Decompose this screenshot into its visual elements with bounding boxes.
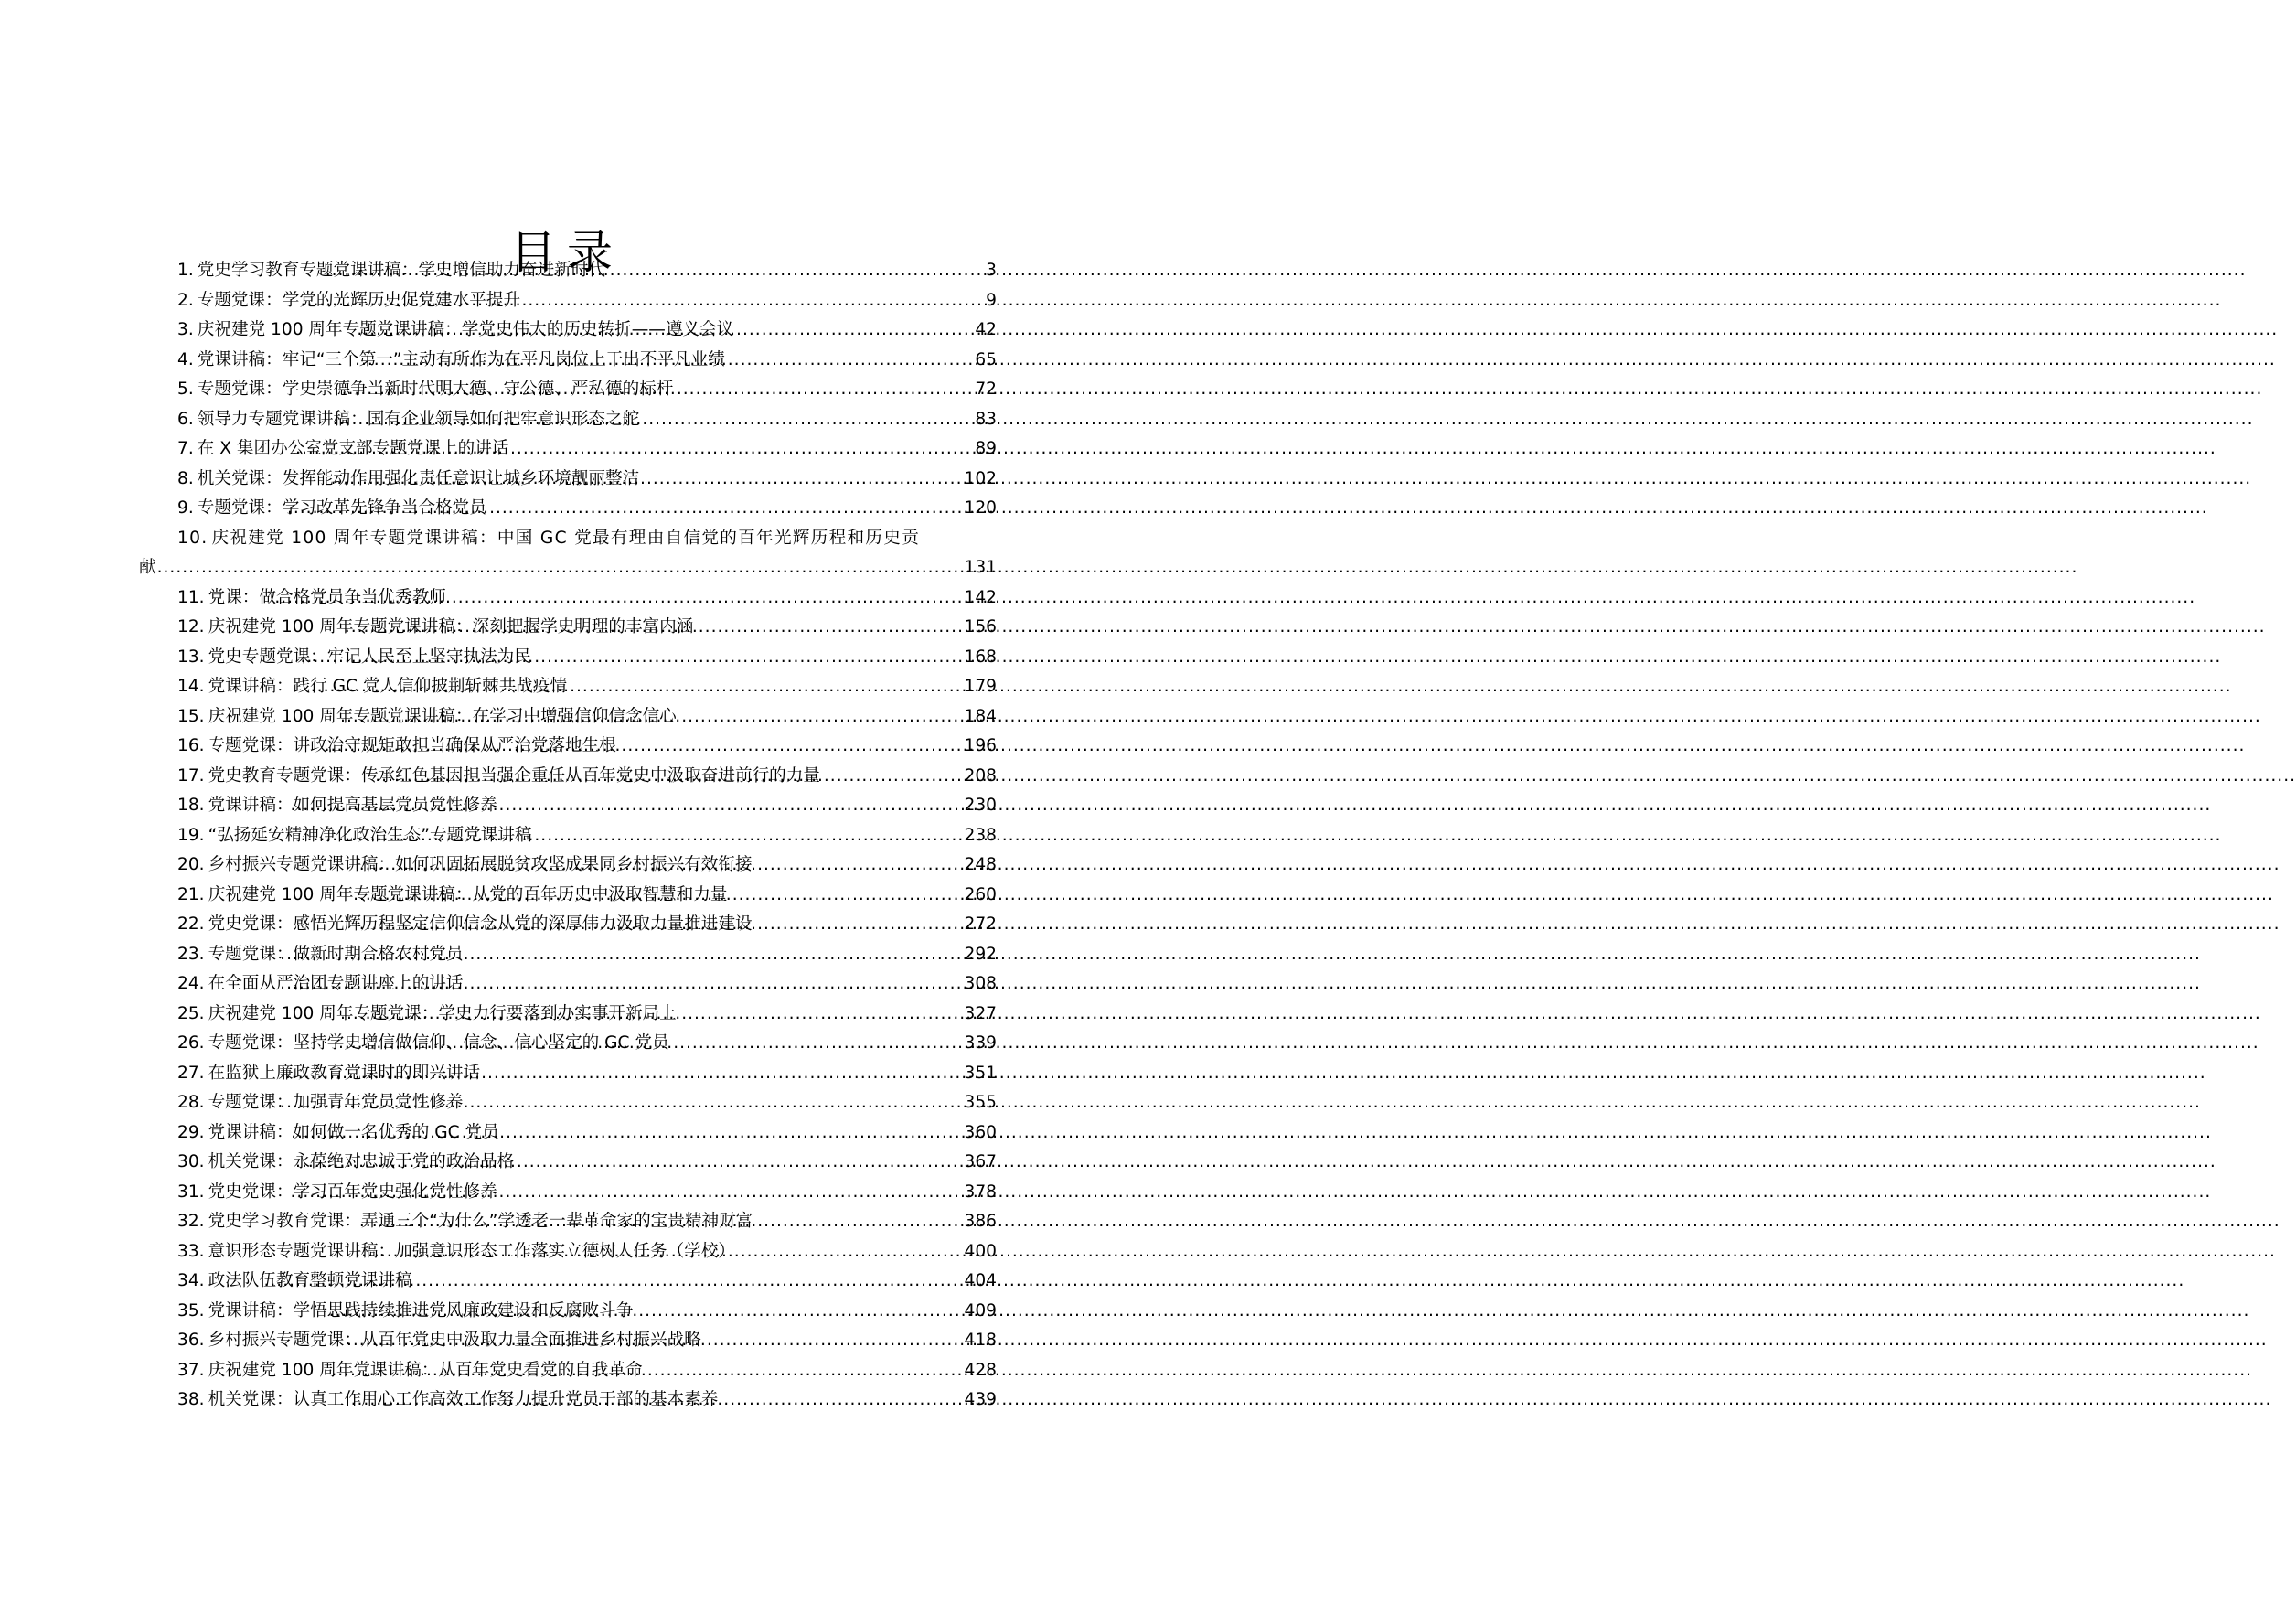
- toc-entry[interactable]: [139, 762, 997, 792]
- toc-entry-number: 11.: [177, 587, 205, 607]
- toc-entry-title: 庆祝建党 100 周年专题党课讲稿：学党史伟大的历史转折——遵义会议: [197, 320, 734, 339]
- toc-entry-title: “弘扬延安精神净化政治生态”专题党课讲稿: [208, 825, 532, 845]
- dot-leader: [353, 881, 963, 911]
- toc-entry[interactable]: [139, 643, 997, 673]
- toc-entry-number: 29.: [177, 1122, 205, 1142]
- dot-leader: [280, 969, 963, 1000]
- toc-entry-title: 党课讲稿：牢记“三个第一”主动有所作为在平凡岗位上干出不平凡业绩: [197, 349, 725, 369]
- dot-leader: [340, 702, 963, 732]
- toc-entry[interactable]: [139, 1267, 997, 1297]
- toc-entry-title: 庆祝建党 100 周年专题党课讲稿：深刻把握学史明理的丰富内涵: [208, 617, 694, 636]
- toc-entry-page: 196: [964, 736, 997, 755]
- toc-entry-title: 庆祝建党 100 周年专题党课讲稿：在学习中增强信仰信念信心: [208, 706, 677, 726]
- dot-leader: [351, 1385, 964, 1416]
- toc-entry-page: 65: [975, 349, 997, 369]
- toc-entry[interactable]: [139, 256, 997, 286]
- dot-leader: [263, 1267, 963, 1297]
- toc-entry-number: 14.: [177, 677, 205, 696]
- table-of-contents: [139, 256, 997, 1416]
- toc-entry[interactable]: [139, 732, 997, 762]
- toc-entry-page: 131: [964, 558, 997, 577]
- toc-entry-number: 38.: [177, 1390, 205, 1409]
- toc-entry-title: 党课讲稿：学悟思践持续推进党风廉政建设和反腐败斗争: [208, 1300, 634, 1321]
- toc-entry-number: 6.: [177, 409, 194, 429]
- toc-entry[interactable]: [139, 1118, 997, 1149]
- dot-leader: [311, 672, 964, 702]
- dot-leader: [301, 821, 964, 851]
- toc-entry[interactable]: [139, 315, 997, 346]
- toc-entry-title-continued: 献: [139, 558, 156, 577]
- toc-entry-page: 72: [975, 380, 997, 399]
- toc-entry-page: 179: [964, 677, 997, 696]
- toc-entry-number: 4.: [177, 349, 194, 369]
- toc-entry-page: 418: [964, 1331, 997, 1350]
- toc-entry-title: 庆祝建党 100 周年专题党课讲稿：中国 GC 党最有理由自信党的百年光辉历程和历史贡: [211, 528, 921, 548]
- toc-entry-number: 24.: [177, 974, 205, 993]
- toc-entry-title: 专题党课：做新时期合格农村党员: [208, 944, 464, 964]
- dot-leader: [291, 1178, 964, 1208]
- toc-entry-title: 庆祝建党 100 周年党课讲稿：从百年党史看党的自我革命: [208, 1360, 643, 1380]
- toc-entry-title: 专题党课：讲政治守规矩敢担当确保从严治党落地生根: [208, 736, 616, 755]
- toc-entry-title: 专题党课：学习改革先锋争当合格党员: [197, 498, 486, 518]
- toc-entry-page: 308: [964, 974, 997, 993]
- dot-leader: [301, 643, 964, 673]
- dot-leader: [301, 286, 986, 316]
- toc-entry-number: 34.: [177, 1271, 205, 1290]
- toc-entry-title: 领导力专题党课讲稿：国有企业领导如何把牢意识形态之舵: [197, 409, 640, 429]
- toc-entry-number: 16.: [177, 736, 205, 755]
- toc-entry-number: 36.: [177, 1331, 205, 1350]
- toc-entry[interactable]: [139, 613, 997, 643]
- toc-entry[interactable]: [139, 1385, 997, 1416]
- dot-leader: [357, 315, 974, 346]
- toc-entry-page: 238: [964, 825, 997, 845]
- toc-entry-title: 党史党课：学习百年党史强化党性修养: [208, 1182, 497, 1202]
- toc-entry[interactable]: [139, 1326, 997, 1356]
- toc-entry-page: 386: [964, 1212, 997, 1231]
- toc-entry-page: 142: [964, 587, 997, 607]
- dot-leader: [291, 791, 964, 821]
- toc-entry-page: 260: [964, 884, 997, 904]
- toc-entry-title: 专题党课：学史崇德争当新时代明大德、守公德、严私德的标杆: [197, 380, 674, 399]
- toc-entry[interactable]: [139, 375, 997, 405]
- toc-entry[interactable]: [139, 1297, 997, 1327]
- toc-entry-number: 8.: [177, 468, 194, 488]
- toc-entry[interactable]: [139, 1059, 997, 1089]
- dot-leader: [280, 940, 963, 970]
- toc-entry-number: 7.: [177, 439, 194, 458]
- toc-entry[interactable]: [139, 524, 997, 583]
- toc-entry-number: 13.: [177, 647, 205, 667]
- dot-leader: [157, 553, 964, 583]
- toc-entry[interactable]: [139, 969, 997, 1000]
- toc-entry-page: 400: [964, 1241, 997, 1261]
- dot-leader: [295, 1148, 963, 1178]
- dot-leader: [342, 375, 975, 405]
- toc-entry[interactable]: [139, 346, 997, 376]
- toc-entry-title: 庆祝建党 100 周年专题党课：学史力行要落到办实事开新局上: [208, 1003, 677, 1023]
- toc-entry-title: 在 X 集团办公室党支部专题党课上的讲话: [197, 439, 509, 458]
- toc-entry-title: 乡村振兴专题党课：从百年党史中汲取力量全面推进乡村振兴战略: [208, 1331, 701, 1350]
- toc-entry-number: 12.: [177, 617, 205, 636]
- toc-entry-page: 230: [964, 796, 997, 815]
- toc-entry-number: 18.: [177, 796, 205, 815]
- toc-entry-number: 2.: [177, 290, 194, 310]
- dot-leader: [359, 1207, 964, 1237]
- toc-entry-number: 19.: [177, 825, 205, 845]
- toc-entry-title: 党课讲稿：如何提高基层党员党性修养: [208, 796, 497, 815]
- toc-entry[interactable]: [139, 672, 997, 702]
- toc-entry-title: 党课讲稿：践行 GC 党人信仰披荆斩棘共战疫情: [208, 677, 568, 696]
- toc-entry[interactable]: [139, 850, 997, 881]
- toc-entry-page: 184: [964, 706, 997, 726]
- toc-entry[interactable]: [139, 494, 997, 524]
- toc-entry-page: 89: [975, 439, 997, 458]
- toc-entry-number: 15.: [177, 706, 205, 726]
- toc-entry-page: 409: [964, 1300, 997, 1321]
- toc-entry-page: 351: [964, 1063, 997, 1083]
- toc-entry[interactable]: [139, 1178, 997, 1208]
- toc-entry-number: 17.: [177, 765, 205, 786]
- toc-entry-title: 党史学习教育党课：弄通三个“为什么”学透老一辈革命家的宝贵精神财富: [208, 1212, 753, 1231]
- toc-entry-title: 机关党课：永葆绝对忠诚于党的政治品格: [208, 1152, 515, 1171]
- toc-entry-number: 10.: [177, 528, 208, 548]
- toc-entry[interactable]: [139, 286, 997, 316]
- toc-entry-number: 26.: [177, 1033, 205, 1053]
- toc-entry[interactable]: [139, 1148, 997, 1178]
- toc-entry-page: 272: [964, 914, 997, 934]
- toc-entry-title: 专题党课：学党的光辉历史促党建水平提升: [197, 290, 521, 310]
- toc-entry[interactable]: [139, 1000, 997, 1030]
- toc-entry-number: 5.: [177, 380, 194, 399]
- toc-entry-title: 意识形态专题党课讲稿：加强意识形态工作落实立德树人任务（学校）: [208, 1241, 735, 1261]
- toc-entry-page: 156: [964, 617, 997, 636]
- toc-entry-number: 21.: [177, 884, 205, 904]
- toc-entry-page: 9: [986, 290, 997, 310]
- toc-entry-title: 党史专题党课：牢记人民至上坚守执法为民: [208, 647, 531, 667]
- toc-entry-number: 9.: [177, 498, 194, 518]
- toc-entry-number: 33.: [177, 1241, 205, 1261]
- dot-leader: [375, 762, 963, 792]
- dot-leader: [295, 434, 974, 465]
- toc-entry[interactable]: [139, 881, 997, 911]
- toc-entry-page: 42: [975, 320, 997, 339]
- toc-entry-page: 439: [964, 1390, 997, 1409]
- toc-entry-title: 专题党课：坚持学史增信做信仰、信念、信心坚定的 GC 党员: [208, 1033, 669, 1053]
- dot-leader: [285, 1059, 964, 1089]
- toc-entry-number: 32.: [177, 1212, 205, 1231]
- toc-entry-page: 168: [964, 647, 997, 667]
- toc-entry[interactable]: [139, 910, 997, 940]
- toc-entry-page: 360: [964, 1122, 997, 1142]
- dot-leader: [347, 1326, 964, 1356]
- toc-entry-page: 339: [964, 1033, 997, 1053]
- toc-entry-page: 404: [964, 1271, 997, 1290]
- toc-entry-page: 367: [964, 1152, 997, 1171]
- toc-entry-title: 专题党课：加强青年党员党性修养: [208, 1093, 464, 1112]
- toc-entry-number: 27.: [177, 1063, 205, 1083]
- toc-entry-title: 在全面从严治团专题讲座上的讲话: [208, 974, 464, 993]
- toc-entry[interactable]: [139, 583, 997, 614]
- toc-entry-page: 327: [964, 1003, 997, 1023]
- toc-entry-number: 25.: [177, 1003, 205, 1023]
- toc-entry-title: 机关党课：发挥能动作用强化责任意识让城乡环境靓丽整洁: [197, 468, 640, 488]
- dot-leader: [333, 405, 975, 435]
- dot-leader: [355, 346, 974, 376]
- toc-entry-number: 20.: [177, 855, 205, 874]
- toc-entry-number: 28.: [177, 1093, 205, 1112]
- toc-entry[interactable]: [139, 465, 997, 495]
- dot-leader: [345, 613, 964, 643]
- toc-entry-page: 208: [964, 765, 997, 786]
- toc-entry[interactable]: [139, 1356, 997, 1386]
- toc-entry-number: 1.: [177, 261, 194, 280]
- toc-entry-number: 31.: [177, 1182, 205, 1202]
- dot-leader: [291, 1118, 963, 1149]
- toc-entry[interactable]: [139, 1237, 997, 1267]
- dot-leader: [331, 1356, 963, 1386]
- dot-leader: [325, 732, 964, 762]
- dot-leader: [329, 1297, 964, 1327]
- dot-leader: [338, 1029, 964, 1059]
- toc-entry-title: 乡村振兴专题党课讲稿：如何巩固拓展脱贫攻坚成果同乡村振兴有效衔接: [208, 855, 753, 874]
- dot-leader: [330, 465, 963, 495]
- toc-entry[interactable]: [139, 434, 997, 465]
- toc-entry-page: 83: [975, 409, 997, 429]
- toc-entry-page: 3: [986, 261, 997, 280]
- dot-leader: [359, 910, 964, 940]
- toc-entry-page: 120: [964, 498, 997, 518]
- toc-entry-page: 378: [964, 1182, 997, 1202]
- toc-entry-title: 在监狱上廉政教育党课时的即兴讲话: [208, 1063, 481, 1083]
- toc-entry-page: 102: [964, 468, 997, 488]
- toc-entry-title: 党史学习教育专题党课讲稿：学史增信助力奋进新时代: [197, 261, 606, 280]
- toc-entry-number: 37.: [177, 1360, 205, 1380]
- toc-entry[interactable]: [139, 791, 997, 821]
- toc-entry-number: 3.: [177, 320, 194, 339]
- toc-entry[interactable]: [139, 702, 997, 732]
- toc-entry[interactable]: [139, 405, 997, 435]
- toc-entry[interactable]: [139, 1029, 997, 1059]
- toc-entry-page: 428: [964, 1360, 997, 1380]
- dot-leader: [340, 1000, 963, 1030]
- toc-entry-title: 机关党课：认真工作用心工作高效工作努力提升党员干部的基本素养: [208, 1390, 719, 1409]
- toc-entry-title: 党课：做合格党员争当优秀教师: [208, 587, 446, 607]
- toc-entry[interactable]: [139, 1207, 997, 1237]
- toc-entry-page: 292: [964, 944, 997, 964]
- toc-entry-title: 党史党课：感悟光辉历程坚定信仰信念从党的深厚伟力汲取力量推进建设: [208, 914, 753, 934]
- toc-entry-number: 23.: [177, 944, 205, 964]
- toc-entry-title: 政法队伍教育整顿党课讲稿: [208, 1271, 412, 1290]
- toc-entry[interactable]: [139, 940, 997, 970]
- dot-leader: [280, 1088, 963, 1118]
- dot-leader: [274, 583, 963, 614]
- toc-entry[interactable]: [139, 1088, 997, 1118]
- toc-entry-title: 党课讲稿：如何做一名优秀的 GC 党员: [208, 1122, 499, 1142]
- toc-entry-page: 248: [964, 855, 997, 874]
- page-title: 目录: [510, 225, 624, 279]
- dot-leader: [355, 1237, 963, 1267]
- toc-entry-title: 庆祝建党 100 周年专题党课讲稿：从党的百年历史中汲取智慧和力量: [208, 884, 728, 904]
- toc-entry-number: 35.: [177, 1300, 205, 1321]
- toc-entry-number: 22.: [177, 914, 205, 934]
- toc-entry[interactable]: [139, 821, 997, 851]
- dot-leader: [287, 494, 964, 524]
- dot-leader: [326, 256, 985, 286]
- toc-entry-title: 党史教育专题党课：传承红色基因担当强企重任从百年党史中汲取奋进前行的力量: [208, 765, 820, 786]
- toc-entry-number: 30.: [177, 1152, 205, 1171]
- dot-leader: [359, 850, 964, 881]
- toc-entry-page: 355: [964, 1093, 997, 1112]
